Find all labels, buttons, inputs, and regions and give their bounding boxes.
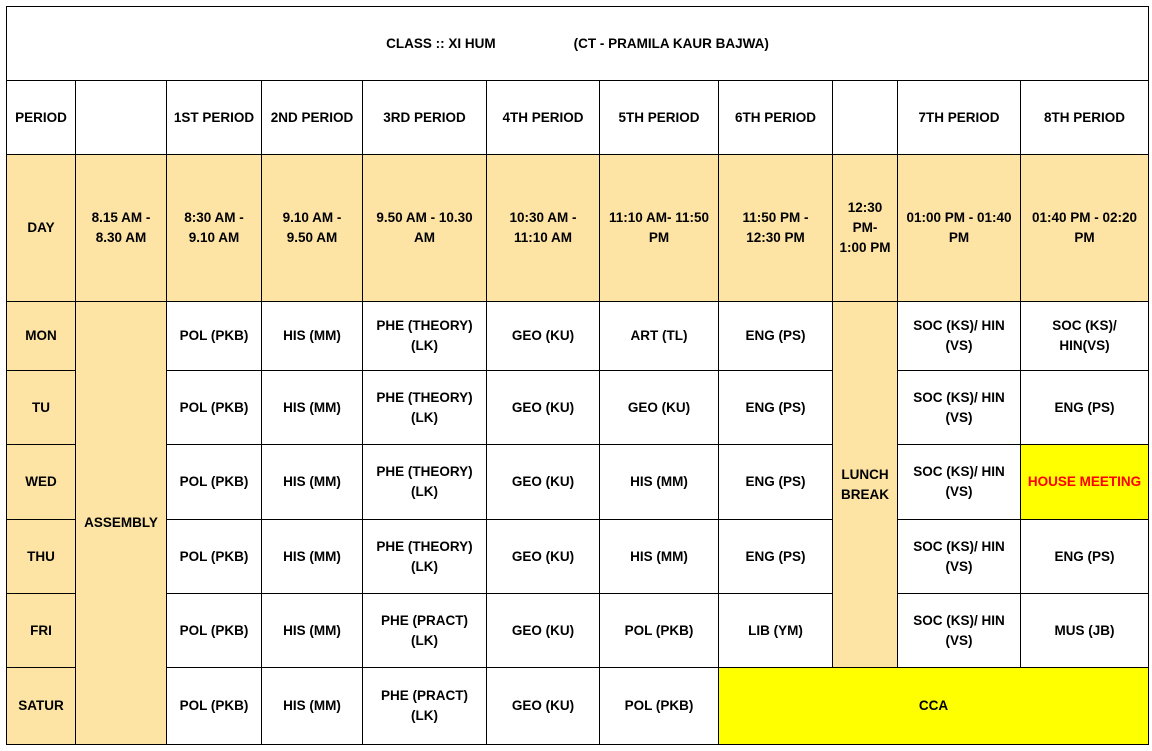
day-label: WED: [7, 445, 76, 520]
header-cell: 4TH PERIOD: [487, 81, 600, 155]
period-cell: PHE (PRACT) (LK): [363, 594, 487, 668]
period-cell: ENG (PS): [719, 445, 833, 520]
class-teacher-label: (CT - PRAMILA KAUR BAJWA): [573, 35, 769, 51]
header-cell: 2ND PERIOD: [262, 81, 363, 155]
day-label: MON: [7, 302, 76, 371]
day-row-wed: [7, 445, 1149, 520]
day-row-satur: [7, 668, 1149, 745]
period-cell: POL (PKB): [600, 594, 719, 668]
header-cell: 7TH PERIOD: [898, 81, 1021, 155]
period-cell: SOC (KS)/ HIN (VS): [898, 520, 1021, 594]
header-cell: 8TH PERIOD: [1021, 81, 1149, 155]
time-cell: 9.10 AM - 9.50 AM: [262, 155, 363, 302]
timetable: [6, 6, 1149, 745]
header-cell: 5TH PERIOD: [600, 81, 719, 155]
period-cell: GEO (KU): [487, 445, 600, 520]
lunch-break-cell: LUNCH BREAK: [833, 302, 898, 668]
time-cell: 01:00 PM - 01:40 PM: [898, 155, 1021, 302]
period-cell: PHE (THEORY) (LK): [363, 302, 487, 371]
day-label: THU: [7, 520, 76, 594]
period-cell: PHE (THEORY) (LK): [363, 371, 487, 445]
period-cell: POL (PKB): [167, 668, 262, 745]
time-row: [7, 155, 1149, 302]
period-cell: HIS (MM): [600, 445, 719, 520]
period-cell: POL (PKB): [167, 371, 262, 445]
time-cell: 11:10 AM- 11:50 PM: [600, 155, 719, 302]
period-cell: ENG (PS): [1021, 371, 1149, 445]
period-cell: POL (PKB): [167, 445, 262, 520]
period-cell: HIS (MM): [262, 445, 363, 520]
class-label: CLASS :: XI HUM: [386, 35, 496, 51]
time-cell: 12:30 PM- 1:00 PM: [833, 155, 898, 302]
header-cell: [76, 81, 167, 155]
period-cell: GEO (KU): [487, 302, 600, 371]
time-cell: 01:40 PM - 02:20 PM: [1021, 155, 1149, 302]
period-cell: MUS (JB): [1021, 594, 1149, 668]
house-meeting-cell: HOUSE MEETING: [1021, 445, 1149, 520]
period-cell: HIS (MM): [262, 371, 363, 445]
period-cell: GEO (KU): [487, 371, 600, 445]
period-cell: POL (PKB): [167, 302, 262, 371]
period-cell: SOC (KS)/ HIN (VS): [898, 594, 1021, 668]
period-cell: HIS (MM): [262, 668, 363, 745]
period-cell: GEO (KU): [487, 668, 600, 745]
day-label: FRI: [7, 594, 76, 668]
day-row-tu: [7, 371, 1149, 445]
period-cell: ART (TL): [600, 302, 719, 371]
period-cell: PHE (PRACT) (LK): [363, 668, 487, 745]
period-cell: ENG (PS): [719, 302, 833, 371]
day-label: TU: [7, 371, 76, 445]
time-cell: 9.50 AM - 10.30 AM: [363, 155, 487, 302]
period-cell: HIS (MM): [262, 520, 363, 594]
header-cell: 6TH PERIOD: [719, 81, 833, 155]
day-row-thu: [7, 520, 1149, 594]
time-cell: 11:50 PM - 12:30 PM: [719, 155, 833, 302]
period-cell: ENG (PS): [719, 371, 833, 445]
period-cell: GEO (KU): [600, 371, 719, 445]
period-cell: HIS (MM): [262, 302, 363, 371]
period-cell: ENG (PS): [1021, 520, 1149, 594]
assembly-cell: ASSEMBLY: [76, 302, 167, 745]
period-cell: PHE (THEORY) (LK): [363, 445, 487, 520]
time-cell: 10:30 AM - 11:10 AM: [487, 155, 600, 302]
header-cell: [833, 81, 898, 155]
header-cell: PERIOD: [7, 81, 76, 155]
header-cell: 3RD PERIOD: [363, 81, 487, 155]
period-cell: POL (PKB): [167, 520, 262, 594]
header-cell: 1ST PERIOD: [167, 81, 262, 155]
period-cell: SOC (KS)/ HIN (VS): [898, 445, 1021, 520]
timetable-title: [7, 7, 1149, 81]
period-cell: SOC (KS)/ HIN (VS): [898, 302, 1021, 371]
period-cell: ENG (PS): [719, 520, 833, 594]
period-cell: SOC (KS)/ HIN (VS): [898, 371, 1021, 445]
period-cell: POL (PKB): [167, 594, 262, 668]
period-cell: GEO (KU): [487, 520, 600, 594]
cca-cell: CCA: [719, 668, 1149, 745]
period-cell: SOC (KS)/ HIN(VS): [1021, 302, 1149, 371]
header-row: [7, 81, 1149, 155]
day-row-fri: [7, 594, 1149, 668]
period-cell: LIB (YM): [719, 594, 833, 668]
day-label: SATUR: [7, 668, 76, 745]
day-row-mon: [7, 302, 1149, 371]
time-cell: 8.15 AM - 8.30 AM: [76, 155, 167, 302]
period-cell: HIS (MM): [262, 594, 363, 668]
time-cell: DAY: [7, 155, 76, 302]
period-cell: PHE (THEORY) (LK): [363, 520, 487, 594]
time-cell: 8:30 AM - 9.10 AM: [167, 155, 262, 302]
title-row: [7, 7, 1149, 81]
period-cell: POL (PKB): [600, 668, 719, 745]
period-cell: HIS (MM): [600, 520, 719, 594]
period-cell: GEO (KU): [487, 594, 600, 668]
